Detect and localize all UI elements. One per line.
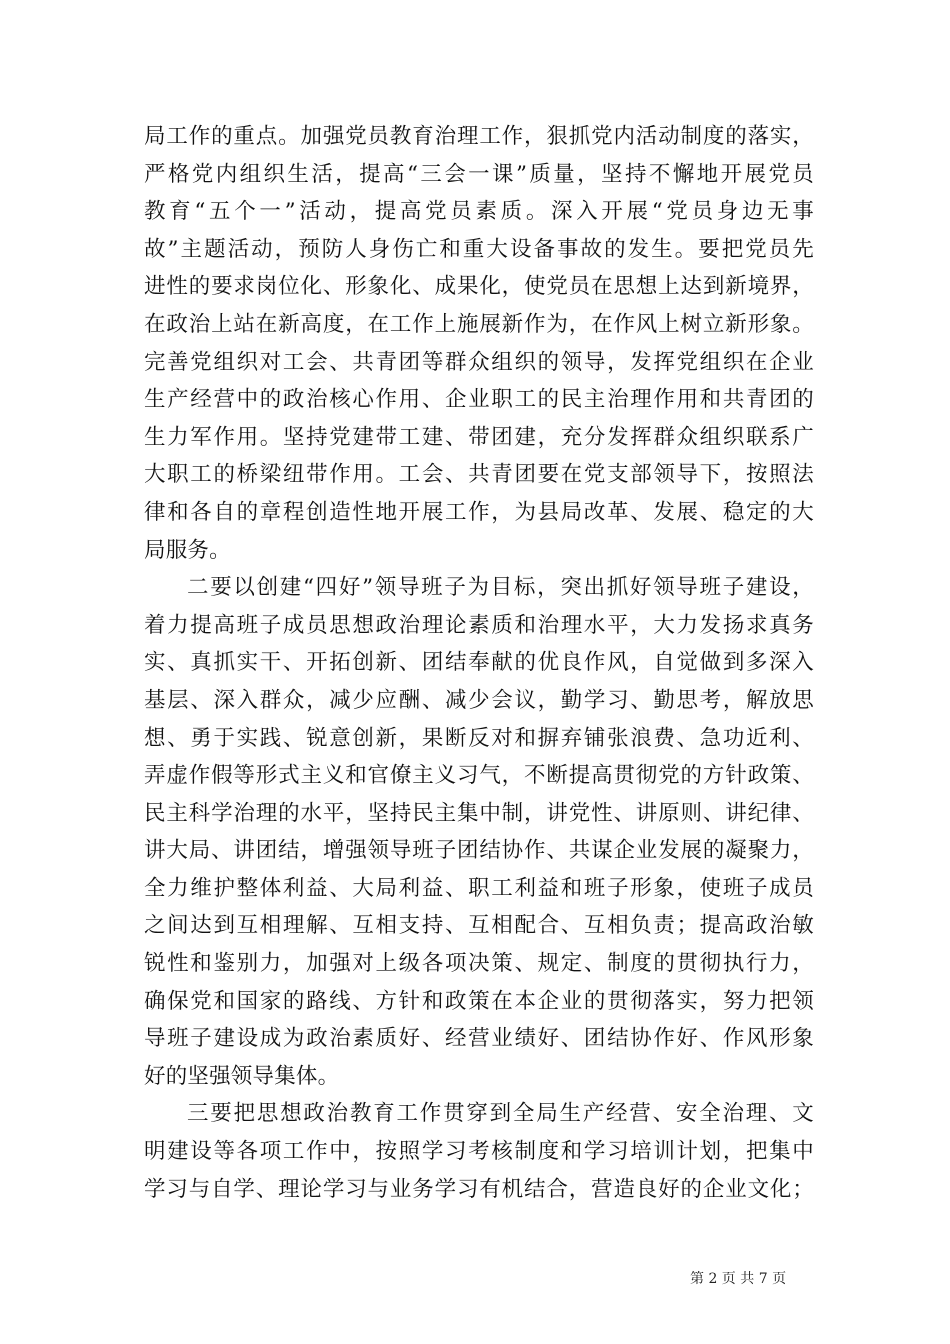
text-line: 在政治上站在新高度，在工作上施展新作为，在作风上树立新形象。 <box>144 311 814 337</box>
text-line: 锐性和鉴别力，加强对上级各项决策、规定、制度的贯彻执行力， <box>144 951 814 977</box>
text-line: 之间达到互相理解、互相支持、互相配合、互相负责；提高政治敏 <box>144 913 814 939</box>
text-line: 基层、深入群众，减少应酬、减少会议，勤学习、勤思考，解放思 <box>144 687 814 713</box>
text-line: 全力维护整体利益、大局利益、职工利益和班子形象，使班子成员 <box>144 875 814 901</box>
text-line: 好的坚强领导集体。 <box>144 1063 340 1089</box>
text-line: 律和各自的章程创造性地开展工作，为县局改革、发展、稳定的大 <box>144 499 814 525</box>
text-line: 局工作的重点。加强党员教育治理工作，狠抓党内活动制度的落实， <box>144 124 814 149</box>
body-text <box>144 118 814 1208</box>
text-line: 想、勇于实践、锐意创新，果断反对和摒弃铺张浪费、急功近利、 <box>144 725 814 751</box>
text-line: 教育“五个一”活动，提高党员素质。深入开展“党员身边无事 <box>144 199 814 225</box>
text-line: 生产经营中的政治核心作用、企业职工的民主治理作用和共青团的 <box>144 387 814 413</box>
paragraph-start-line: 三要把思想政治教育工作贯穿到全局生产经营、安全治理、文 <box>187 1101 814 1127</box>
text-line: 着力提高班子成员思想政治理论素质和治理水平，大力发扬求真务 <box>144 612 814 638</box>
text-line: 民主科学治理的水平，坚持民主集中制，讲党性、讲原则、讲纪律、 <box>144 800 814 826</box>
text-line: 实、真抓实干、开拓创新、团结奉献的优良作风，自觉做到多深入 <box>144 650 814 676</box>
page-number: 第 2 页 共 7 页 <box>690 1271 787 1287</box>
text-line: 大职工的桥梁纽带作用。工会、共青团要在党支部领导下，按照法 <box>144 462 814 488</box>
text-line: 讲大局、讲团结，增强领导班子团结协作、共谋企业发展的凝聚力， <box>144 838 814 864</box>
text-line: 学习与自学、理论学习与业务学习有机结合，营造良好的企业文化； <box>144 1176 814 1202</box>
text-line: 生力军作用。坚持党建带工建、带团建，充分发挥群众组织联系广 <box>144 424 814 450</box>
text-line: 严格党内组织生活，提高“三会一课”质量，坚持不懈地开展党员 <box>144 161 814 187</box>
text-line: 明建设等各项工作中，按照学习考核制度和学习培训计划，把集中 <box>144 1139 814 1165</box>
text-line: 导班子建设成为政治素质好、经营业绩好、团结协作好、作风形象 <box>144 1026 814 1052</box>
text-line: 确保党和国家的路线、方针和政策在本企业的贯彻落实，努力把领 <box>144 988 814 1014</box>
text-line: 弄虚作假等形式主义和官僚主义习气，不断提高贯彻党的方针政策、 <box>144 763 814 789</box>
text-line: 进性的要求岗位化、形象化、成果化，使党员在思想上达到新境界， <box>144 274 814 300</box>
text-line: 故”主题活动，预防人身伤亡和重大设备事故的发生。要把党员先 <box>144 236 814 262</box>
text-line: 局服务。 <box>144 537 231 563</box>
text-line: 完善党组织对工会、共青团等群众组织的领导，发挥党组织在企业 <box>144 349 814 375</box>
paragraph-start-line: 二要以创建“四好”领导班子为目标，突出抓好领导班子建设， <box>187 575 814 601</box>
